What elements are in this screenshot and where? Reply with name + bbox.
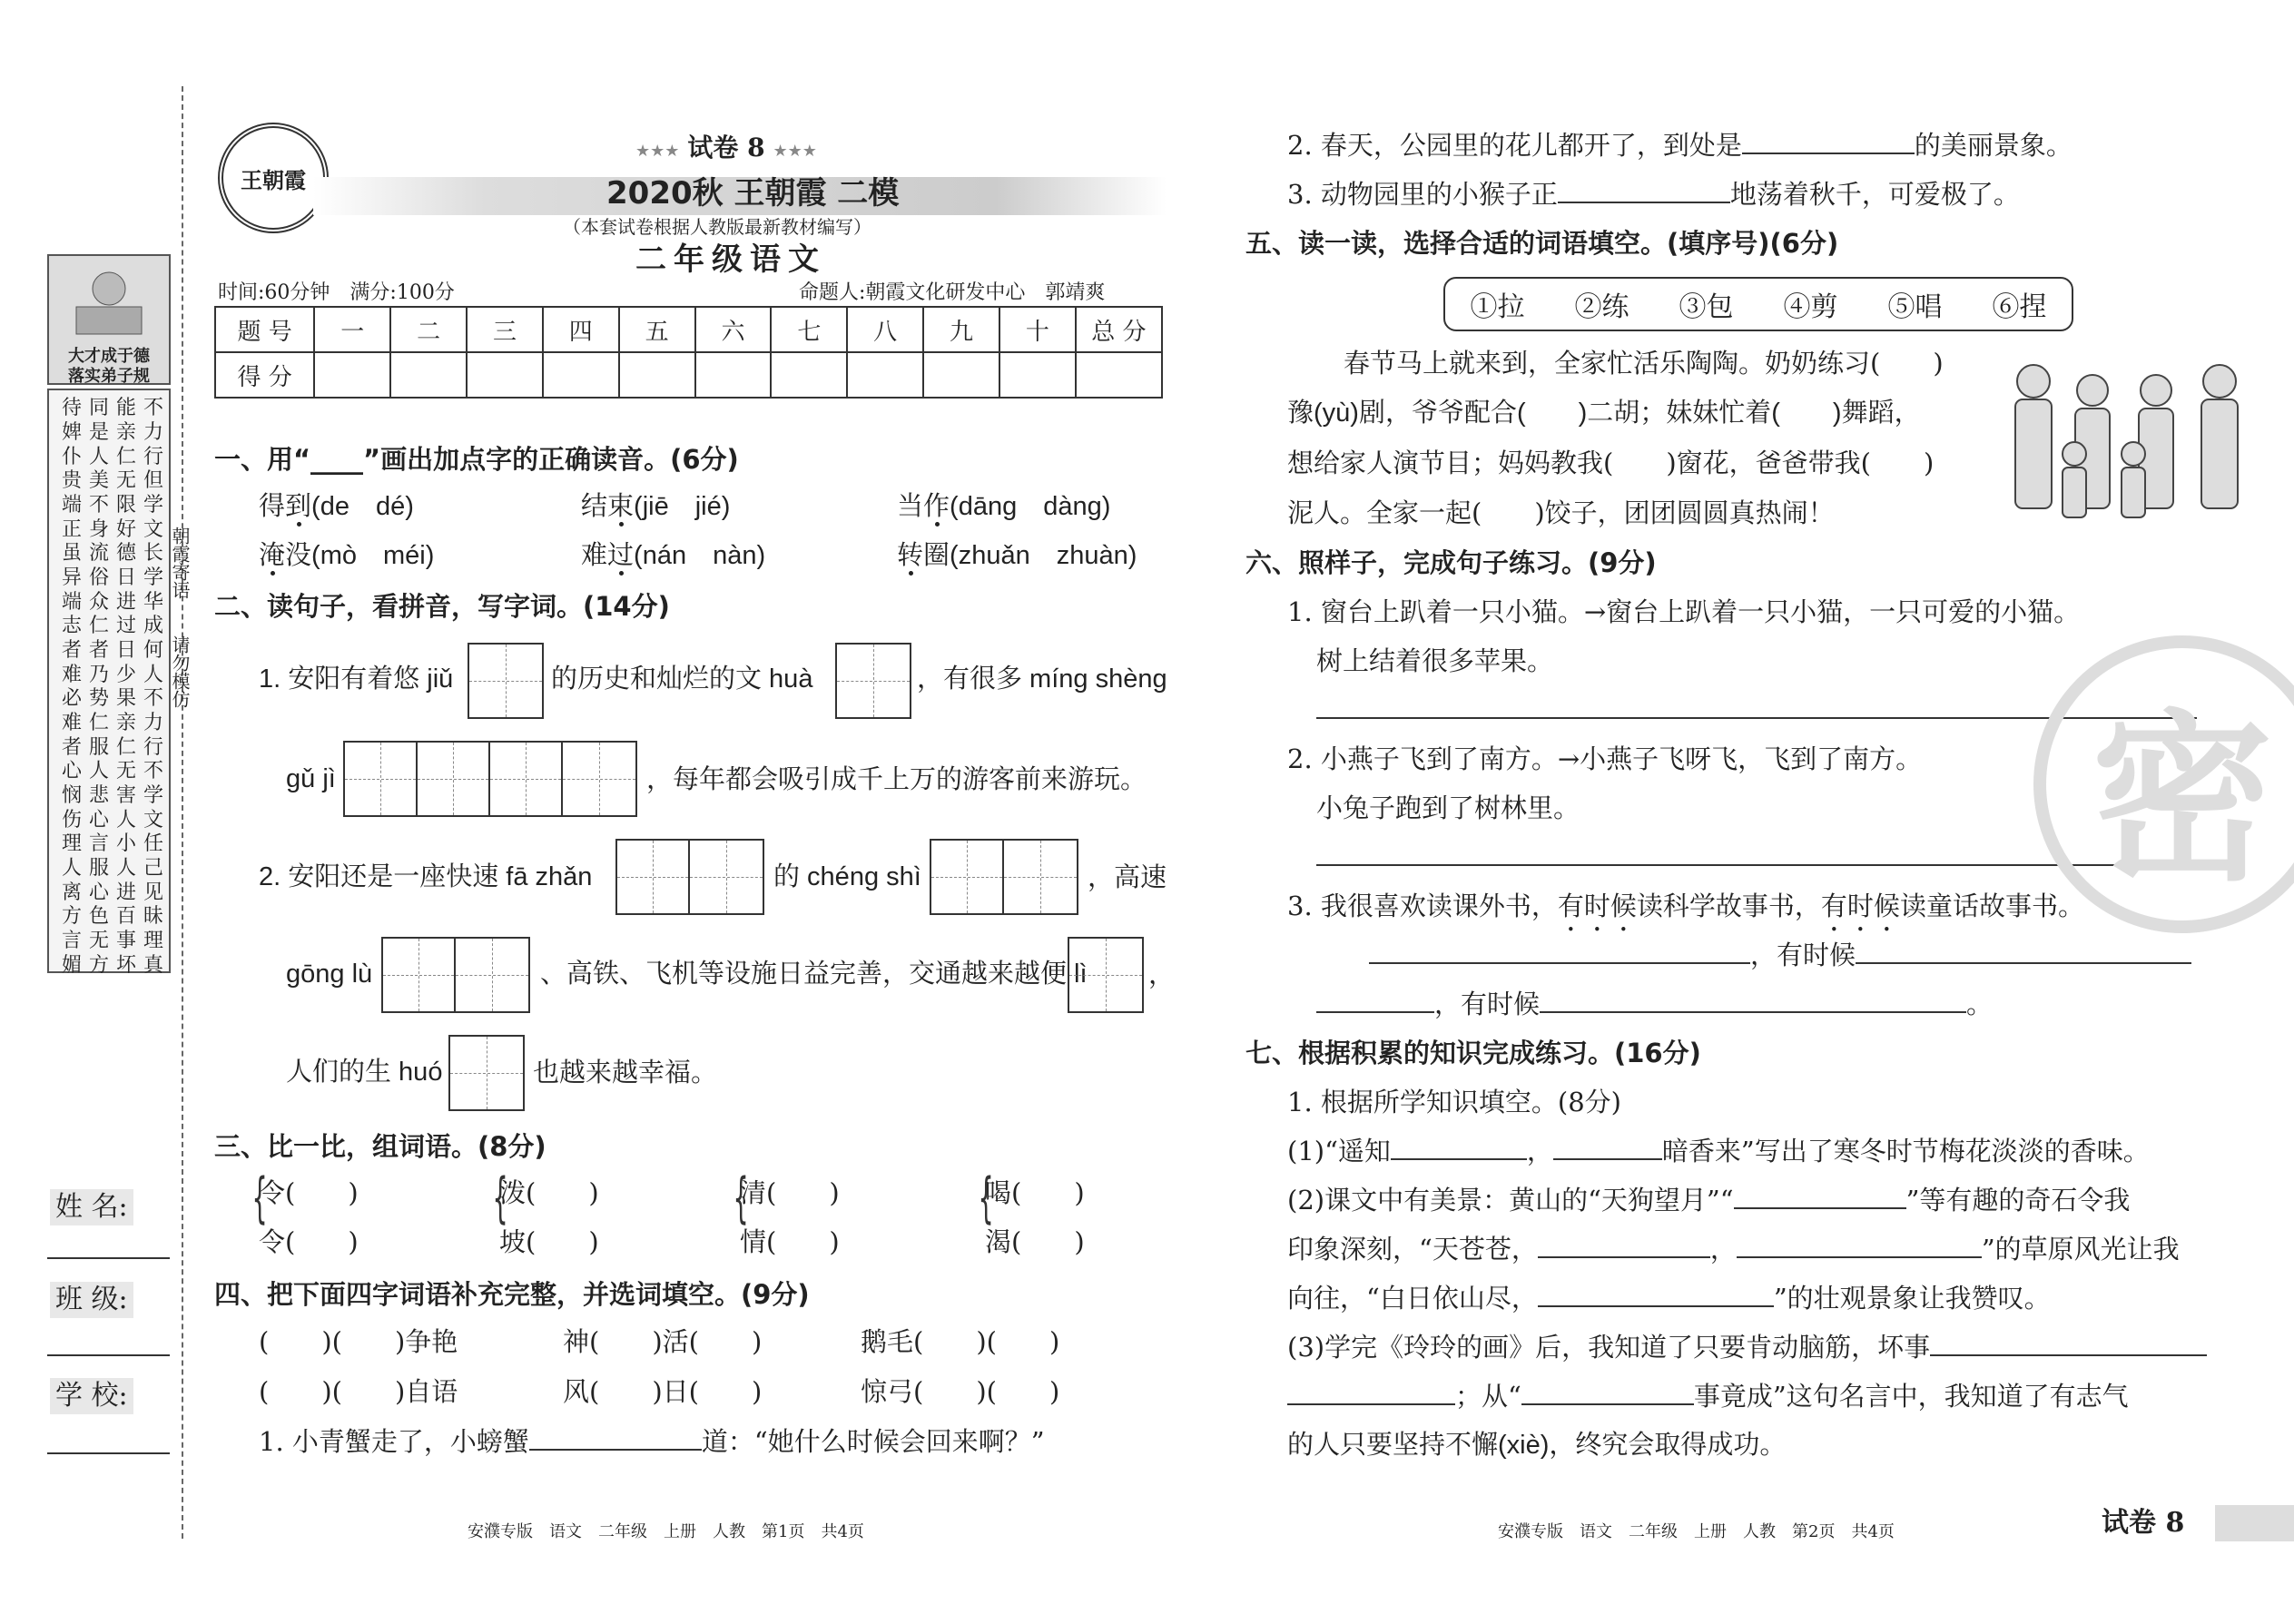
idiom-column: 待婢仆	[61, 397, 82, 468]
q1-char-b: 圈	[923, 541, 950, 570]
idiom-panel	[47, 389, 171, 977]
school-field[interactable]	[47, 1452, 170, 1454]
q5-option: ⑤唱	[1887, 291, 1943, 323]
q1-char-a: 结	[581, 492, 608, 521]
idiom-column: 不学文	[143, 760, 163, 832]
q1-char-b: 过	[607, 541, 635, 570]
q2-s2b: 的 chéng shì	[773, 862, 921, 891]
score-table	[214, 306, 1163, 399]
score-header-cell: 题 号	[215, 307, 314, 352]
motto-1: 大才成于德	[68, 347, 150, 366]
q1-item	[259, 490, 414, 523]
score-header-cell: 三	[467, 307, 543, 352]
q4-r2-b: 风( )日( )	[563, 1376, 763, 1407]
q1-char-a: 转	[897, 541, 924, 570]
q7-p2b: ”等有趣的奇石令我	[1905, 1185, 2131, 1216]
score-header-cell: 十	[999, 307, 1076, 352]
q1-char-b: 作	[923, 492, 950, 521]
q1-item	[259, 539, 434, 572]
q5-options-box	[1443, 277, 2073, 331]
q7-p2	[1287, 1184, 2130, 1216]
q3-word-blank[interactable]: 令( )	[259, 1177, 359, 1208]
q5-line-2: 豫(yù)剧，爷爷配合( )二胡；妹妹忙着( )舞蹈，	[1287, 399, 1921, 428]
q3-word-blank[interactable]: 清( )	[740, 1177, 840, 1208]
footer-right: 安濮专版 语文 二年级 上册 人教 第2页 共4页	[1498, 1522, 1895, 1541]
q6-e3-line1	[1369, 939, 2191, 971]
brace: {	[251, 1166, 268, 1230]
q7-p3	[1287, 1331, 2207, 1363]
family-illustration	[1997, 354, 2260, 536]
score-header-cell: 六	[695, 307, 772, 352]
q1-pinyin-options[interactable]: (nán nàn)	[634, 541, 766, 570]
grid-jiu[interactable]	[468, 643, 544, 719]
score-value-cell[interactable]	[771, 352, 847, 398]
idiom-column: 流俗众	[88, 542, 109, 614]
idiom-column: 虽异端	[61, 542, 82, 614]
name-field[interactable]	[47, 1257, 170, 1259]
q7-p2-line3	[1287, 1282, 2051, 1314]
grid-gonglu[interactable]	[381, 937, 530, 1013]
q5-line-3: 想给家人演节目；妈妈教我( )窗花，爸爸带我( )	[1287, 448, 1935, 478]
q3-word-blank[interactable]: 泼( )	[499, 1177, 599, 1208]
q6-e3d: 有时候	[1820, 891, 1900, 921]
idiom-column: 果亲仁	[115, 687, 136, 759]
side-note-1: 朝霞寄语	[169, 527, 191, 599]
q7-p2c: 印象深刻，“天苍苍，	[1287, 1234, 1538, 1265]
q4-blank-2[interactable]	[1742, 129, 1915, 154]
grid-huo[interactable]	[448, 1035, 525, 1111]
score-value-cell[interactable]	[543, 352, 619, 398]
q1-pinyin-options[interactable]: (de dé)	[311, 492, 414, 521]
q6-e2q: 小兔子跑到了树林里。	[1316, 792, 1580, 823]
q7-p3c: 事竟成”这句名言中，我知道了有志气	[1693, 1381, 2129, 1412]
q2-s1c: ，有很多 míng shèng	[917, 664, 1167, 694]
idiom-column: 百事坏	[115, 905, 136, 977]
score-header-cell: 总 分	[1076, 307, 1162, 352]
class-label: 班 级:	[50, 1282, 133, 1318]
sidebar-top-image	[47, 254, 171, 385]
grid-fazhan[interactable]	[615, 839, 764, 915]
stars-right: ★★★	[773, 142, 817, 161]
q4-s3a: 3. 动物园里的小猴子正	[1287, 179, 1558, 210]
q1-pinyin-options[interactable]: (zhuǎn zhuàn)	[950, 541, 1137, 570]
idiom-column: 过日少	[115, 615, 136, 686]
q1-pinyin-options[interactable]: (jiē jié)	[634, 492, 731, 521]
score-header-cell: 八	[847, 307, 923, 352]
q7-sub1: 1. 根据所学知识填空。(8分)	[1287, 1087, 1621, 1117]
idiom-column: 同是人	[88, 397, 109, 468]
score-header-cell: 四	[543, 307, 619, 352]
q7-blank-5[interactable]	[1737, 1233, 1982, 1258]
q4-r1-a: ( )( )争艳	[259, 1326, 458, 1357]
q7-blank-8[interactable]	[1287, 1380, 1455, 1405]
q5-title: 五、读一读，选择合适的词语填空。(填序号)(6分)	[1245, 228, 1839, 259]
q7-p2d: ，	[1709, 1234, 1737, 1265]
q1-title: 一、用“____”画出加点字的正确读音。(6分)	[214, 444, 739, 475]
q1-pinyin-options[interactable]: (dāng dàng)	[950, 492, 1111, 521]
q5-line-1: 春节马上就来到，全家忙活乐陶陶。奶奶练习( )	[1344, 348, 1944, 379]
q4-s1a: 1. 小青蟹走了，小螃蟹	[259, 1426, 529, 1457]
motto-2: 落实弟子规	[68, 367, 150, 386]
q7-p2e: ”的草原风光让我	[1981, 1234, 2180, 1265]
stars-left: ★★★	[635, 142, 680, 161]
score-header-cell: 七	[771, 307, 847, 352]
q5-line-4: 泥人。全家一起( )饺子，团团圆圆真热闹！	[1287, 497, 1835, 528]
brace: {	[978, 1166, 994, 1230]
q7-p2g: ”的壮观景象让我赞叹。	[1773, 1283, 2051, 1314]
q2-s1d: gǔ jì	[286, 764, 336, 793]
q4-s2b: 的美丽景象。	[1914, 130, 2072, 161]
q1-char-a: 难	[581, 541, 608, 570]
q4-title: 四、把下面四字词语补充完整，并选词填空。(9分)	[214, 1279, 810, 1310]
class-field[interactable]	[47, 1354, 170, 1356]
q3-word-blank[interactable]: 情( )	[740, 1226, 840, 1257]
q7-blank-7[interactable]	[1930, 1331, 2207, 1356]
score-value-cell[interactable]	[390, 352, 467, 398]
q4-s2	[1287, 129, 2072, 162]
q1-item	[581, 490, 730, 523]
q5-option: ④剪	[1783, 291, 1838, 323]
q2-title: 二、读句子，看拼音，写字词。(14分)	[214, 591, 670, 622]
q6-e3-line2	[1316, 988, 1993, 1020]
side-note-2: 请勿模仿	[169, 635, 191, 708]
q1-item	[581, 539, 765, 572]
idiom-column: 人悲心	[88, 760, 109, 832]
binding-line	[182, 86, 183, 1539]
brace: {	[492, 1166, 508, 1230]
q1-char-b: 束	[607, 492, 635, 521]
score-value-cell[interactable]	[1076, 352, 1162, 398]
q7-p1c: 暗香来”写出了寒冬时节梅花淡淡的香味。	[1661, 1136, 2150, 1166]
score-header-cell: 一	[314, 307, 390, 352]
q1-item	[897, 539, 1137, 572]
q4-r1-b: 神( )活( )	[563, 1326, 763, 1357]
score-value-cell[interactable]	[999, 352, 1076, 398]
score-value-cell[interactable]	[619, 352, 695, 398]
author: 命题人:朝霞文化研发中心 郭靖爽	[799, 281, 1106, 304]
q5-option: ③包	[1679, 291, 1734, 323]
idiom-column: 美不身	[88, 469, 109, 541]
idiom-column: 方言媚	[61, 905, 82, 977]
watermark-seal	[2033, 635, 2294, 933]
idiom-column: 任己见	[143, 832, 163, 904]
q7-p3-line2	[1287, 1380, 2129, 1412]
school-label: 学 校:	[50, 1378, 133, 1414]
watermark-text: 密	[2091, 692, 2273, 906]
q2-s2c: ，高速	[1088, 861, 1167, 892]
footer-badge: 试卷 8	[2102, 1507, 2185, 1539]
score-value-cell[interactable]	[314, 352, 390, 398]
q7-p3a: (3)学完《玲玲的画》后，我知道了只要肯动脑筋，坏事	[1287, 1332, 1931, 1363]
q3-word-blank[interactable]: 渴( )	[985, 1226, 1085, 1257]
score-value-cell[interactable]	[695, 352, 772, 398]
score-header-cell: 九	[923, 307, 999, 352]
idiom-column: 势仁服	[88, 687, 109, 759]
q1-char-a: 得	[259, 492, 286, 521]
q6-title: 六、照样子，完成句子练习。(9分)	[1245, 547, 1657, 578]
q7-p3b: ；从“	[1455, 1381, 1521, 1412]
q2-s2a: 2. 安阳还是一座快速 fā zhǎn	[259, 862, 593, 891]
q6-e3f: ，有时候	[1750, 940, 1856, 970]
idiom-column: 小人进	[115, 832, 136, 904]
q2-s1a: 1. 安阳有着悠 jiǔ	[259, 664, 454, 694]
grid-hua[interactable]	[835, 643, 911, 719]
q7-p3d: 的人只要坚持不懈(xiè)，终究会取得成功。	[1287, 1431, 1787, 1460]
idiom-column: 无限好	[115, 469, 136, 541]
q6-e1: 1. 窗台上趴着一只小猫。→窗台上趴着一只小猫，一只可爱的小猫。	[1287, 596, 2081, 627]
q6-e3c: 读科学故事书，	[1636, 891, 1821, 921]
grid-li[interactable]	[1068, 937, 1144, 1013]
idiom-column: 德日进	[115, 542, 136, 614]
exam-title: 2020秋 王朝霞 二模	[606, 175, 900, 212]
q2-s1e: ，每年都会吸引成千上万的游客前来游玩。	[646, 763, 1147, 794]
grid-chengshi[interactable]	[930, 839, 1078, 915]
q4-blank-1[interactable]	[529, 1425, 702, 1451]
q2-s2g: 人们的生 huó	[286, 1058, 443, 1087]
q6-e1q: 树上结着很多苹果。	[1316, 645, 1554, 676]
q5-option: ②练	[1574, 291, 1629, 323]
logo	[218, 123, 329, 233]
q4-s3b: 地荡着秋千，可爱极了。	[1729, 179, 2020, 210]
q3-word-blank[interactable]: 喝( )	[985, 1177, 1085, 1208]
logo-text: 王朝霞	[241, 166, 306, 193]
idiom-column: 必难者	[61, 687, 82, 759]
q7-blank-1[interactable]	[1391, 1135, 1527, 1160]
q4-s1	[259, 1425, 1045, 1458]
q1-char-b: 没	[285, 541, 312, 570]
idiom-column: 无害人	[115, 760, 136, 832]
q6-blank-1[interactable]	[1369, 939, 1750, 964]
idiom-column: 贵端正	[61, 469, 82, 541]
q2-s2h: 也越来越幸福。	[533, 1057, 718, 1088]
paper-label	[635, 132, 817, 168]
q4-r2-a: ( )( )自语	[259, 1376, 458, 1407]
q7-p2f: 向往，“白日依山尽，	[1287, 1283, 1538, 1314]
q3-word-blank[interactable]: 令( )	[259, 1226, 359, 1257]
idiom-column: 能亲仁	[115, 397, 136, 468]
q4-r1-c: 鹅毛( )( )	[861, 1326, 1060, 1357]
brace: {	[733, 1166, 749, 1230]
exam-subtitle: （本套试卷根据人教版最新教材编写）	[563, 216, 871, 238]
q6-e3a: 3. 我很喜欢读课外书，	[1287, 891, 1558, 921]
q7-blank-6[interactable]	[1538, 1282, 1774, 1307]
grid-mingsheng-guji[interactable]	[343, 741, 637, 817]
q7-blank-4[interactable]	[1538, 1233, 1710, 1258]
idiom-column: 言服心	[88, 832, 109, 904]
q4-s3	[1287, 178, 2020, 211]
q7-blank-2[interactable]	[1553, 1135, 1662, 1160]
q4-r2-c: 惊弓( )( )	[861, 1376, 1060, 1407]
idiom-column: 成何人	[143, 615, 163, 686]
q7-p1a: (1)“遥知	[1287, 1136, 1391, 1166]
q6-e3	[1287, 890, 2084, 938]
score-header-cell: 五	[619, 307, 695, 352]
idiom-column: 理人离	[61, 832, 82, 904]
q7-p1	[1287, 1135, 2150, 1167]
q2-s1b: 的历史和灿烂的文 huà	[551, 664, 813, 694]
idiom-column: 但学文	[143, 469, 163, 541]
paper-number: 试卷 8	[687, 133, 765, 162]
score-header-cell: 二	[390, 307, 467, 352]
q2-s2d: gōng lù	[286, 960, 373, 989]
footer-left: 安濮专版 语文 二年级 上册 人教 第1页 共4页	[468, 1522, 864, 1541]
q7-blank-9[interactable]	[1521, 1380, 1694, 1405]
q1-char-b: 到	[285, 492, 312, 521]
q6-e3e: 读童话故事书。	[1899, 891, 2084, 921]
name-label: 姓 名:	[50, 1189, 133, 1225]
idiom-column: 不力行	[143, 397, 163, 468]
q7-p2a: (2)课文中有美景：黄山的“天狗望月”“	[1287, 1185, 1734, 1216]
q6-blank-3[interactable]	[1316, 988, 1434, 1013]
idiom-column: 志者难	[61, 615, 82, 686]
q5-option: ⑥捏	[1992, 291, 2047, 323]
idiom-column: 长学华	[143, 542, 163, 614]
q6-e2: 2. 小燕子飞到了南方。→小燕子飞呀飞，飞到了南方。	[1287, 743, 1923, 774]
score-value-cell[interactable]	[847, 352, 923, 398]
q7-p2-line2	[1287, 1233, 2180, 1265]
q6-e3b: 有时候	[1557, 891, 1637, 921]
q1-char-a: 当	[897, 492, 924, 521]
score-value-cell[interactable]	[923, 352, 999, 398]
q3-word-blank[interactable]: 坡( )	[499, 1226, 599, 1257]
q2-s2e: 、高铁、飞机等设施日益完善，交通越来越便 lì	[540, 960, 1088, 989]
q3-title: 三、比一比，组词语。(8分)	[214, 1131, 546, 1162]
score-value-cell: 得 分	[215, 352, 314, 398]
idiom-column: 色无方	[88, 905, 109, 977]
subject-title: 二年级语文	[635, 241, 826, 278]
idiom-column: 心悯伤	[61, 760, 82, 832]
q7-blank-3[interactable]	[1734, 1184, 1906, 1209]
q1-pinyin-options[interactable]: (mò méi)	[311, 541, 435, 570]
q2-s2f: ，	[1148, 959, 1176, 989]
q6-blank-4[interactable]	[1540, 988, 1966, 1013]
score-value-cell[interactable]	[467, 352, 543, 398]
time-info: 时间:60分钟 满分:100分	[218, 281, 455, 304]
idiom-column: 仁者乃	[88, 615, 109, 686]
footer-badge-bar	[2215, 1505, 2294, 1541]
q5-option: ①拉	[1470, 291, 1525, 323]
q1-item	[897, 490, 1110, 523]
q7-title: 七、根据积累的知识完成练习。(16分)	[1245, 1038, 1701, 1068]
q1-char-a: 淹	[259, 541, 286, 570]
idiom-column: 不力行	[143, 687, 163, 759]
q7-p1b: ，	[1526, 1136, 1553, 1166]
q6-e3h: 。	[1966, 989, 1994, 1019]
q6-blank-2[interactable]	[1856, 939, 2191, 964]
q6-e3g: ，有时候	[1434, 989, 1541, 1019]
q4-s2a: 2. 春天，公园里的花儿都开了，到处是	[1287, 130, 1742, 161]
idiom-column: 昧理真	[143, 905, 163, 977]
q4-blank-3[interactable]	[1558, 178, 1730, 203]
q4-s1b: 道：“她什么时候会回来啊？”	[701, 1426, 1045, 1457]
